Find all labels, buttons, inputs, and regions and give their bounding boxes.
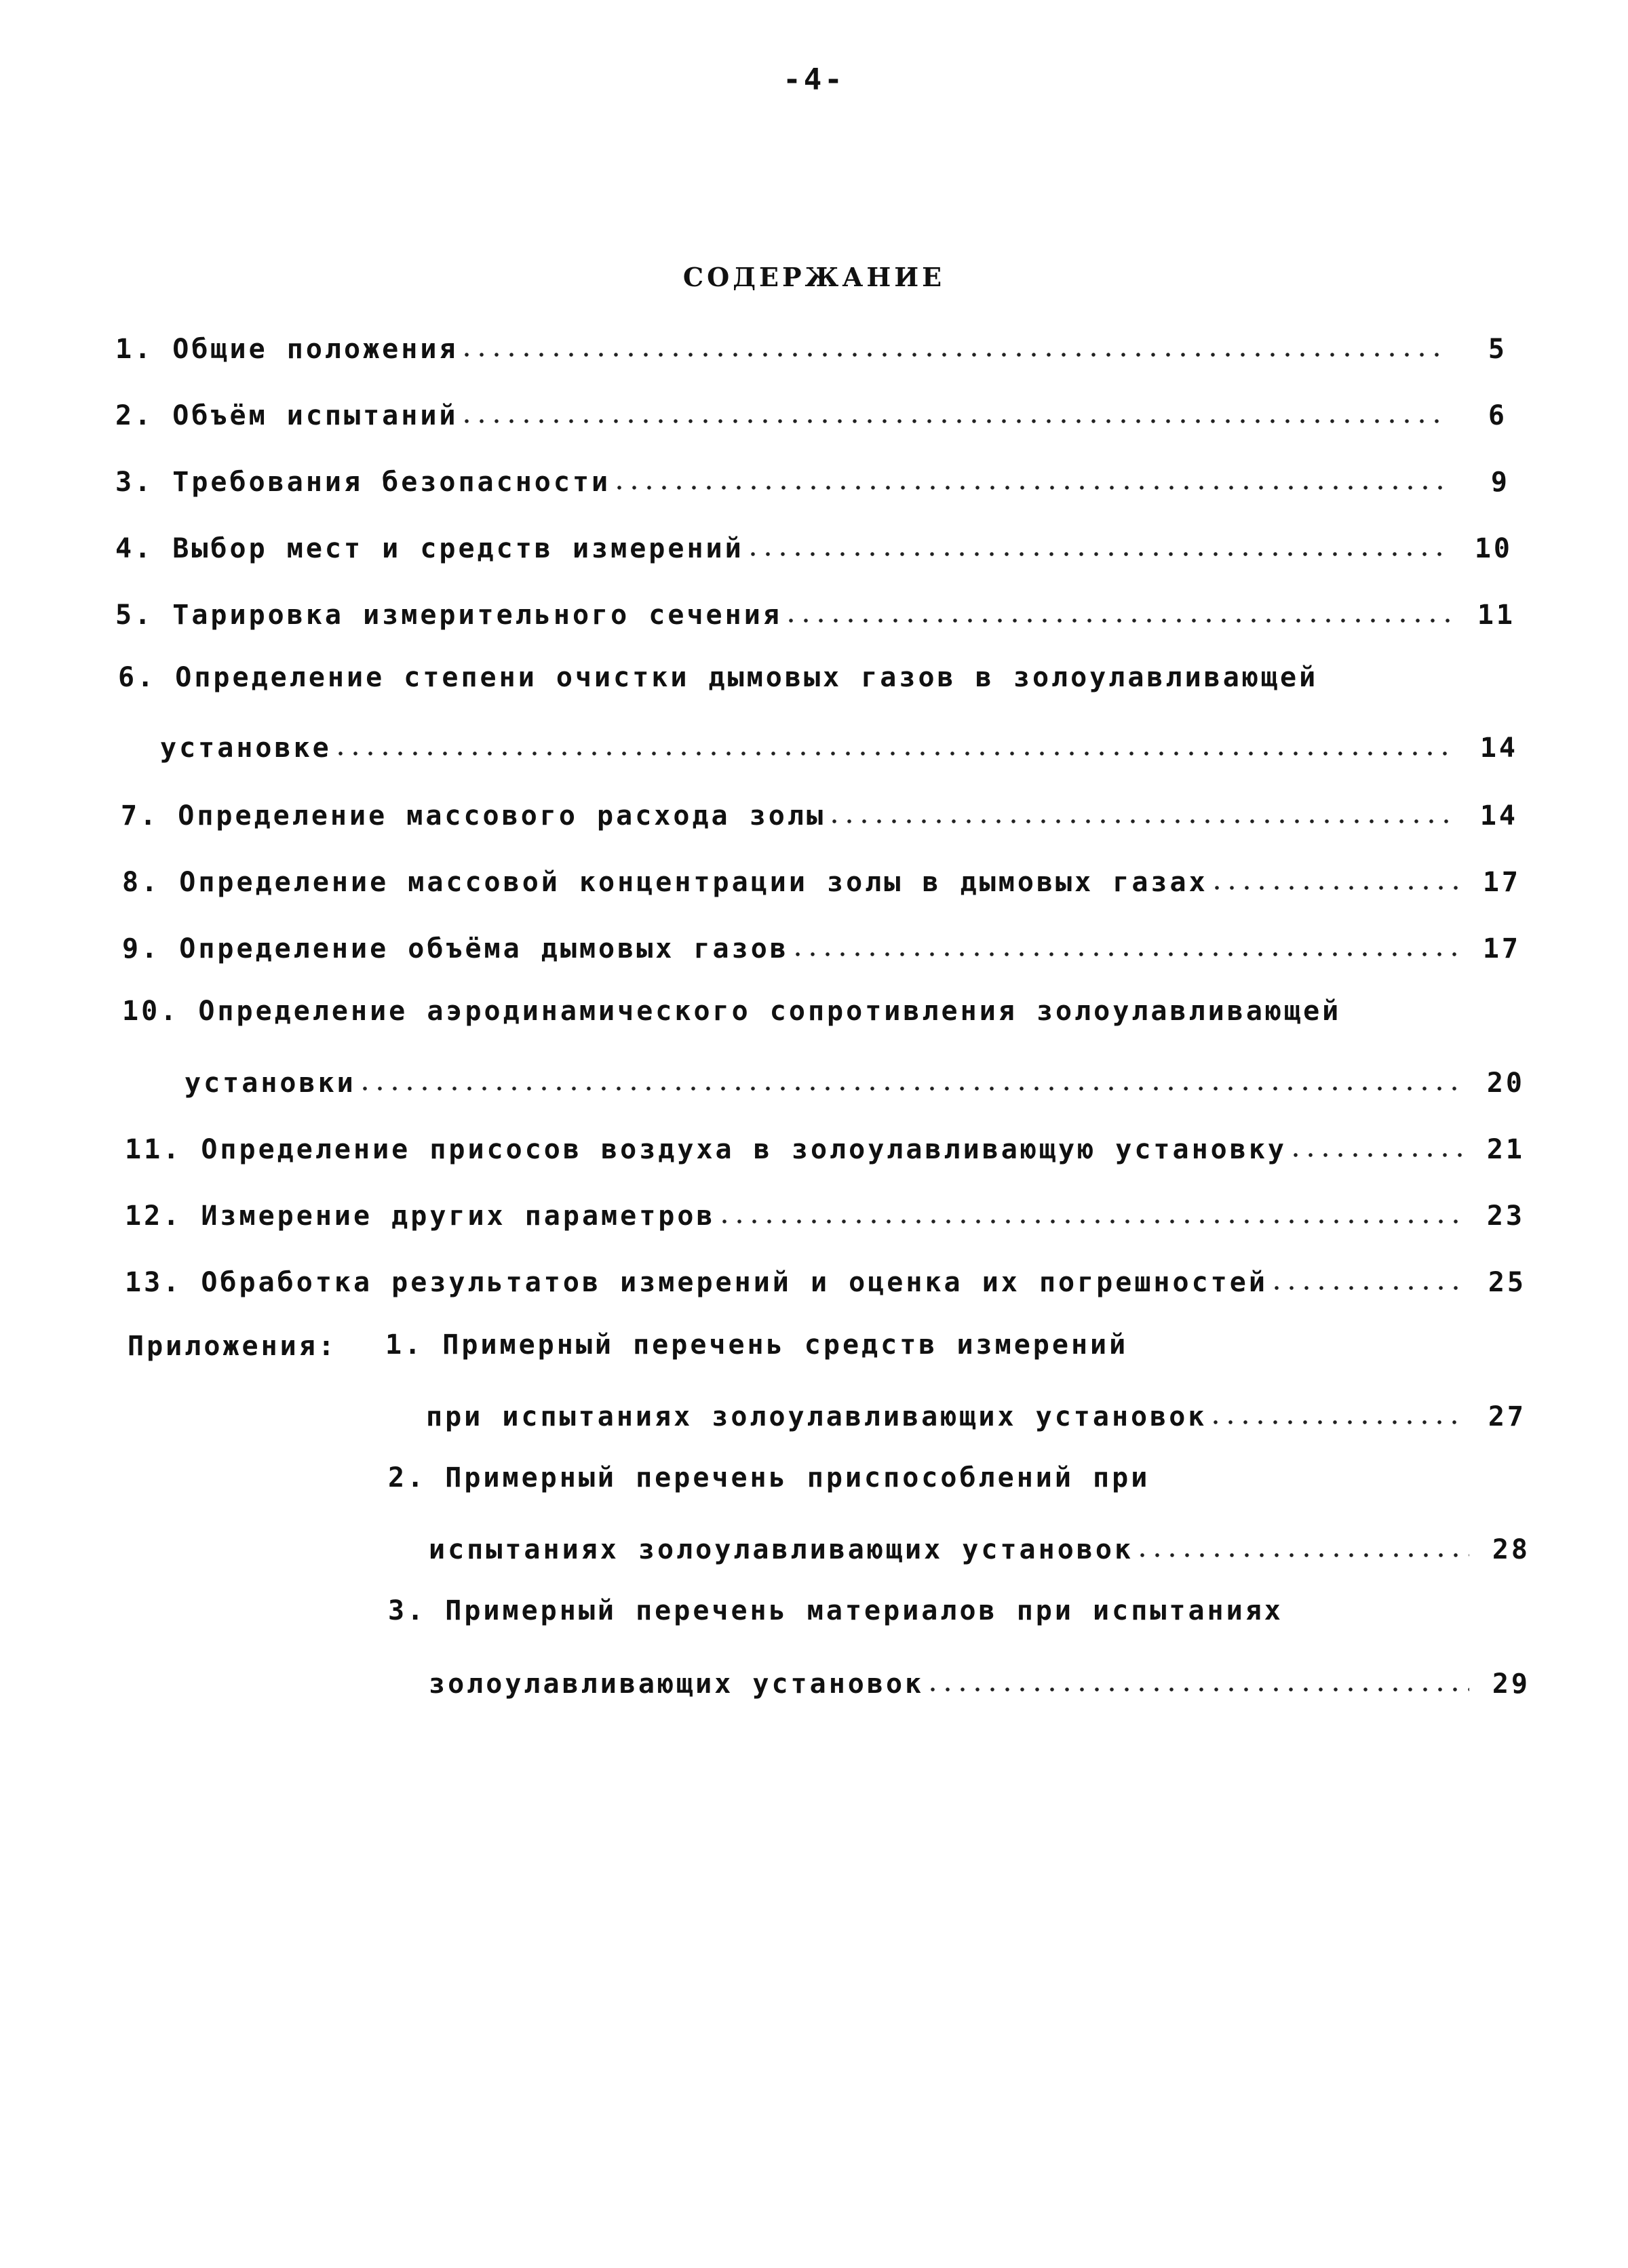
toc-entry-text: 9. Определение объёма дымовых газов	[122, 933, 789, 964]
dot-leader	[827, 795, 1457, 825]
toc-entry-page: 14	[1479, 732, 1518, 764]
appendix-3	[388, 1595, 1595, 1636]
dot-leader	[1209, 861, 1460, 891]
dot-leader	[925, 1663, 1469, 1693]
toc-entry-10	[122, 996, 1547, 1036]
toc-entry-cont-text: установки	[185, 1068, 356, 1099]
toc-entry-4	[115, 528, 1513, 568]
toc-entry-page: 20	[1486, 1068, 1525, 1099]
toc-entry-page: 25	[1488, 1267, 1526, 1298]
toc-entry-text: 7. Определение массового расхода золы	[121, 800, 826, 832]
dot-leader	[1208, 1396, 1465, 1426]
toc-entry-page: 17	[1482, 933, 1521, 964]
toc-entry-text: 12. Измерение других параметров	[125, 1200, 716, 1232]
dot-leader	[790, 928, 1460, 958]
toc-entry-1	[115, 328, 1507, 369]
dot-leader	[1288, 1129, 1464, 1158]
appendix-1	[385, 1329, 1538, 1370]
toc-entry-page: 9	[1490, 467, 1510, 498]
appendix-cont-text: испытаниях золоулавливающих установок	[429, 1534, 1134, 1565]
toc-entry-page: 23	[1486, 1200, 1525, 1232]
toc-entry-page: 14	[1479, 800, 1518, 832]
toc-entry-8	[122, 861, 1521, 902]
toc-entry-text: 13. Обработка результатов измерений и оценка их погрешностей	[125, 1267, 1268, 1298]
toc-entry-7	[121, 795, 1518, 836]
toc-entry-9	[122, 928, 1521, 969]
appendix-text: 2. Примерный перечень приспособлений при	[388, 1462, 1150, 1493]
appendix-page: 27	[1488, 1401, 1526, 1432]
toc-entry-6-cont	[160, 727, 1518, 768]
dot-leader	[1135, 1529, 1469, 1559]
dot-leader	[459, 395, 1446, 425]
appendix-3-cont	[429, 1663, 1530, 1704]
toc-entry-cont-text: установке	[160, 732, 332, 764]
toc-entry-text: 8. Определение массовой концентрации золы в дымовых газах	[122, 867, 1208, 898]
toc-entry-text: 3. Требования безопасности	[115, 467, 611, 498]
dot-leader	[333, 727, 1457, 757]
toc-entry-3	[115, 461, 1510, 502]
toc-entry-2	[115, 395, 1507, 435]
toc-title: СОДЕРЖАНИЕ	[682, 262, 946, 292]
toc-entry-page: 11	[1477, 600, 1515, 631]
toc-entry-13	[125, 1262, 1526, 1302]
appendix-page: 28	[1492, 1534, 1530, 1565]
toc-entry-5	[115, 594, 1515, 635]
appendix-text: 3. Примерный перечень материалов при испытаниях	[388, 1595, 1283, 1626]
toc-entry-page: 6	[1488, 400, 1507, 431]
dot-leader	[612, 461, 1449, 491]
toc-entry-page: 17	[1482, 867, 1521, 898]
page-number: -4-	[783, 62, 845, 97]
toc-entry-10-cont	[185, 1062, 1525, 1103]
appendix-text: 1. Примерный перечень средств измерений	[385, 1329, 1129, 1361]
dot-leader	[745, 528, 1452, 558]
appendix-page: 29	[1492, 1668, 1530, 1700]
toc-entry-11	[125, 1129, 1525, 1169]
toc-entry-page: 21	[1486, 1134, 1525, 1165]
dot-leader	[357, 1062, 1464, 1092]
appendix-2-cont	[429, 1529, 1530, 1569]
appendices-label: Приложения:	[128, 1331, 337, 1362]
toc-entry-text: 2. Объём испытаний	[115, 400, 459, 431]
appendix-1-cont	[426, 1396, 1526, 1436]
dot-leader	[1269, 1262, 1465, 1291]
toc-entry-text: 5. Тарировка измерительного сечения	[115, 600, 782, 631]
dot-leader	[783, 594, 1454, 624]
toc-entry-page: 10	[1474, 533, 1513, 564]
toc-entry-12	[125, 1195, 1525, 1236]
toc-entry-text: 11. Определение присосов воздуха в золоулавливающую установку	[125, 1134, 1287, 1165]
toc-entry-text: 1. Общие положения	[115, 334, 459, 365]
toc-entry-text: 10. Определение аэродинамического сопротивления золоулавливающей	[122, 996, 1342, 1027]
toc-entry-text: 4. Выбор мест и средств измерений	[115, 533, 744, 564]
appendix-cont-text: при испытаниях золоулавливающих установок	[426, 1401, 1207, 1432]
appendix-2	[388, 1462, 1541, 1503]
toc-entry-text: 6. Определение степени очистки дымовых газов в золоулавливающей	[118, 662, 1319, 693]
toc-entry-page: 5	[1488, 334, 1507, 365]
dot-leader	[717, 1195, 1464, 1225]
dot-leader	[459, 328, 1446, 358]
appendix-cont-text: золоулавливающих установок	[429, 1668, 925, 1700]
toc-entry-6	[118, 662, 1543, 703]
